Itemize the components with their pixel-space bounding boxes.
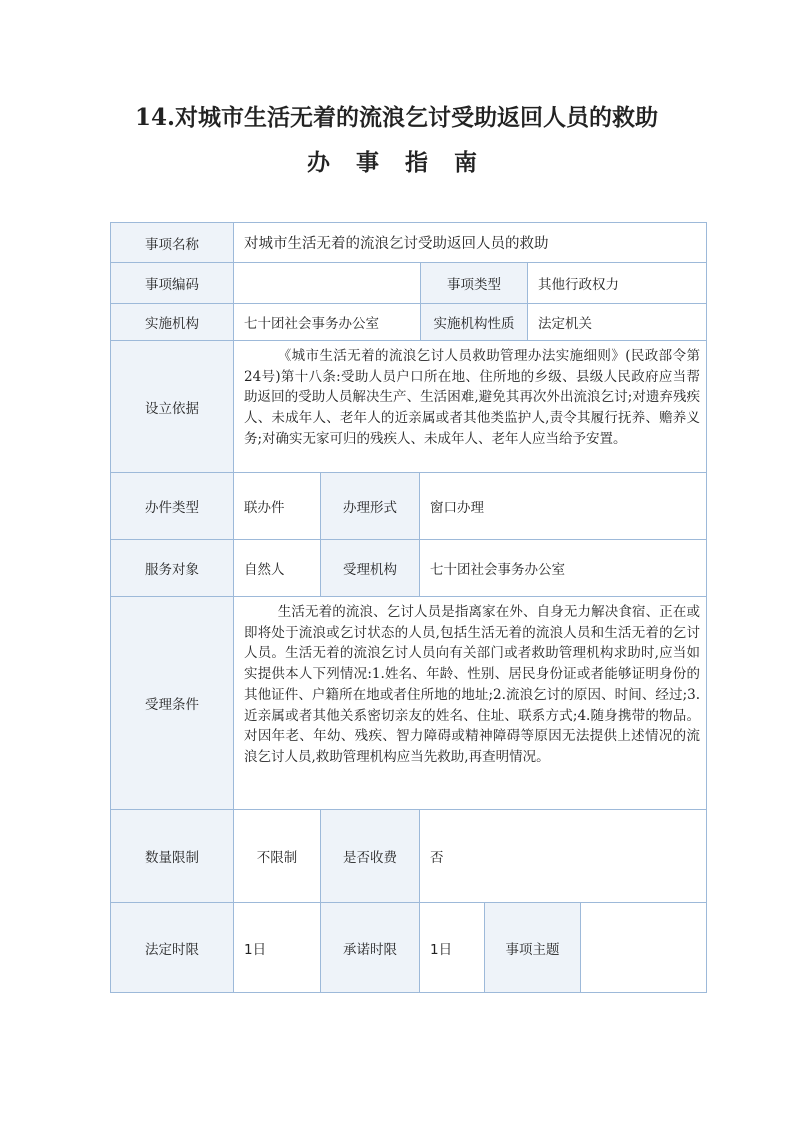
basis-text: 《城市生活无着的流浪乞讨人员救助管理办法实施细则》(民政部令第24号)第十八条:受助人员户口所在地、住所地的乡级、县级人民政府应当帮助返回的受助人员解决生产、生活困难,避免其再次外出流浪乞讨;对遗弃残疾人、未成年人、老年人的近亲属或者其他类监护人,责令其履行抚养、赡养义务;对确实无家可归的残疾人、未成年人、老年人应当给予安置。: [233, 340, 707, 473]
promise-time-label: 承诺时限: [320, 902, 420, 993]
code-label: 事项编码: [110, 262, 234, 304]
promise-time-value: 1日: [419, 902, 485, 993]
quantity-label: 数量限制: [110, 809, 234, 903]
type-value: 其他行政权力: [527, 262, 707, 304]
topic-label: 事项主题: [484, 902, 581, 993]
org-label: 实施机构: [110, 303, 234, 341]
legal-time-value: 1日: [233, 902, 321, 993]
accept-org-value: 七十团社会事务办公室: [419, 539, 707, 597]
handle-form-label: 办理形式: [320, 472, 420, 540]
service-target-value: 自然人: [233, 539, 321, 597]
document-subtitle: 办 事 指 南: [306, 149, 487, 176]
handle-type-label: 办件类型: [110, 472, 234, 540]
org-nature-label: 实施机构性质: [420, 303, 528, 341]
quantity-value: 不限制: [233, 809, 321, 903]
basis-label: 设立依据: [110, 340, 234, 473]
name-label: 事项名称: [110, 222, 234, 263]
document-title: 14.对城市生活无着的流浪乞讨受助返回人员的救助: [134, 104, 658, 131]
org-nature-value: 法定机关: [527, 303, 707, 341]
type-label: 事项类型: [420, 262, 528, 304]
legal-time-label: 法定时限: [110, 902, 234, 993]
fee-value: 否: [419, 809, 707, 903]
handle-type-value: 联办件: [233, 472, 321, 540]
handle-form-value: 窗口办理: [419, 472, 707, 540]
code-value: [233, 262, 421, 304]
accept-org-label: 受理机构: [320, 539, 420, 597]
condition-label: 受理条件: [110, 596, 234, 810]
name-value: 对城市生活无着的流浪乞讨受助返回人员的救助: [233, 222, 707, 263]
org-value: 七十团社会事务办公室: [233, 303, 421, 341]
service-target-label: 服务对象: [110, 539, 234, 597]
topic-value: [580, 902, 707, 993]
condition-text: 生活无着的流浪、乞讨人员是指离家在外、自身无力解决食宿、正在或即将处于流浪或乞讨状态的人员,包括生活无着的流浪人员和生活无着的乞讨人员。生活无着的流浪乞讨人员向有关部门或者救助管理机构求助时,应当如实提供本人下列情况:1.姓名、年龄、性别、居民身份证或者能够证明身份的其他证件、户籍所在地或者住所地的地址;2.流浪乞讨的原因、时间、经过;3.近亲属或者其他关系密切亲友的姓名、住址、联系方式;4.随身携带的物品。对因年老、年幼、残疾、智力障碍或精神障碍等原因无法提供上述情况的流浪乞讨人员,救助管理机构应当先救助,再查明情况。: [233, 596, 707, 810]
fee-label: 是否收费: [320, 809, 420, 903]
